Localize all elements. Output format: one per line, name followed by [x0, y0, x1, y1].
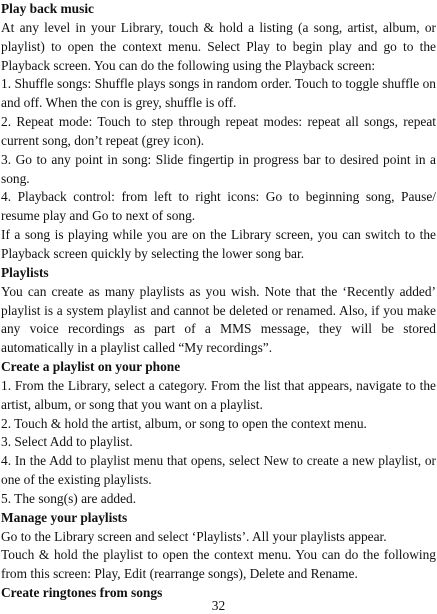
heading-create-ringtones: Create ringtones from songs [1, 585, 163, 601]
heading-playlists: Playlists [1, 264, 49, 280]
paragraph-manage-2: Touch & hold the playlist to open the context menu. You can do the following from this screen: Play, Edit (rearrange songs), Delete and Rename. [1, 547, 436, 582]
heading-create-playlist: Create a playlist on your phone [1, 359, 181, 375]
paragraph-manage-1: Go to the Library screen and select ‘Playlists’. All your playlists appear. [1, 528, 387, 544]
heading-play-back-music: Play back music [1, 1, 94, 16]
list-item-create-2: 2. Touch & hold the artist, album, or song to open the context menu. [1, 415, 367, 431]
list-item-playback-control: 4. Playback control: from left to right icons: Go to beginning song, Pause/ resume play and Go to next of song. [1, 189, 436, 224]
list-item-create-1: 1. From the Library, select a category. From the list that appears, navigate to the artist, album, or song that you want on a playlist. [1, 377, 436, 412]
page-number: 32 [211, 598, 226, 613]
list-item-go-to-point: 3. Go to any point in song: Slide fingertip in progress bar to desired point in a song. [1, 151, 436, 186]
paragraph-playback-intro: At any level in your Library, touch & hold a listing (a song, artist, album, or playlist) to open the context menu. Select Play to begin play and go to the Playback screen. You can do the following using the Playback screen: [1, 19, 436, 73]
list-item-create-4: 4. In the Add to playlist menu that opens, select New to create a new playlist, or one of the existing playlists. [1, 453, 436, 488]
list-item-repeat: 2. Repeat mode: Touch to step through repeat modes: repeat all songs, repeat current song, don’t repeat (grey icon). [1, 114, 436, 148]
list-item-create-5: 5. The song(s) are added. [1, 490, 137, 506]
list-item-shuffle: 1. Shuffle songs: Shuffle plays songs in random order. Touch to toggle shuffle on and off. When the con is grey, shuffle is off. [1, 76, 436, 111]
paragraph-playlists: You can create as many playlists as you wish. Note that the ‘Recently added’ playlist is a system playlist and cannot be deleted or renamed. Also, if you make any voice recordings as part of a MMS message, they will be stored automatically in a playlist called “My recordings”. [1, 283, 436, 356]
list-item-create-3: 3. Select Add to playlist. [1, 434, 133, 450]
heading-manage-playlists: Manage your playlists [1, 509, 128, 525]
paragraph-switch-playback: If a song is playing while you are on the Library screen, you can switch to the Playback screen quickly by selecting the lower song bar. [1, 227, 436, 261]
